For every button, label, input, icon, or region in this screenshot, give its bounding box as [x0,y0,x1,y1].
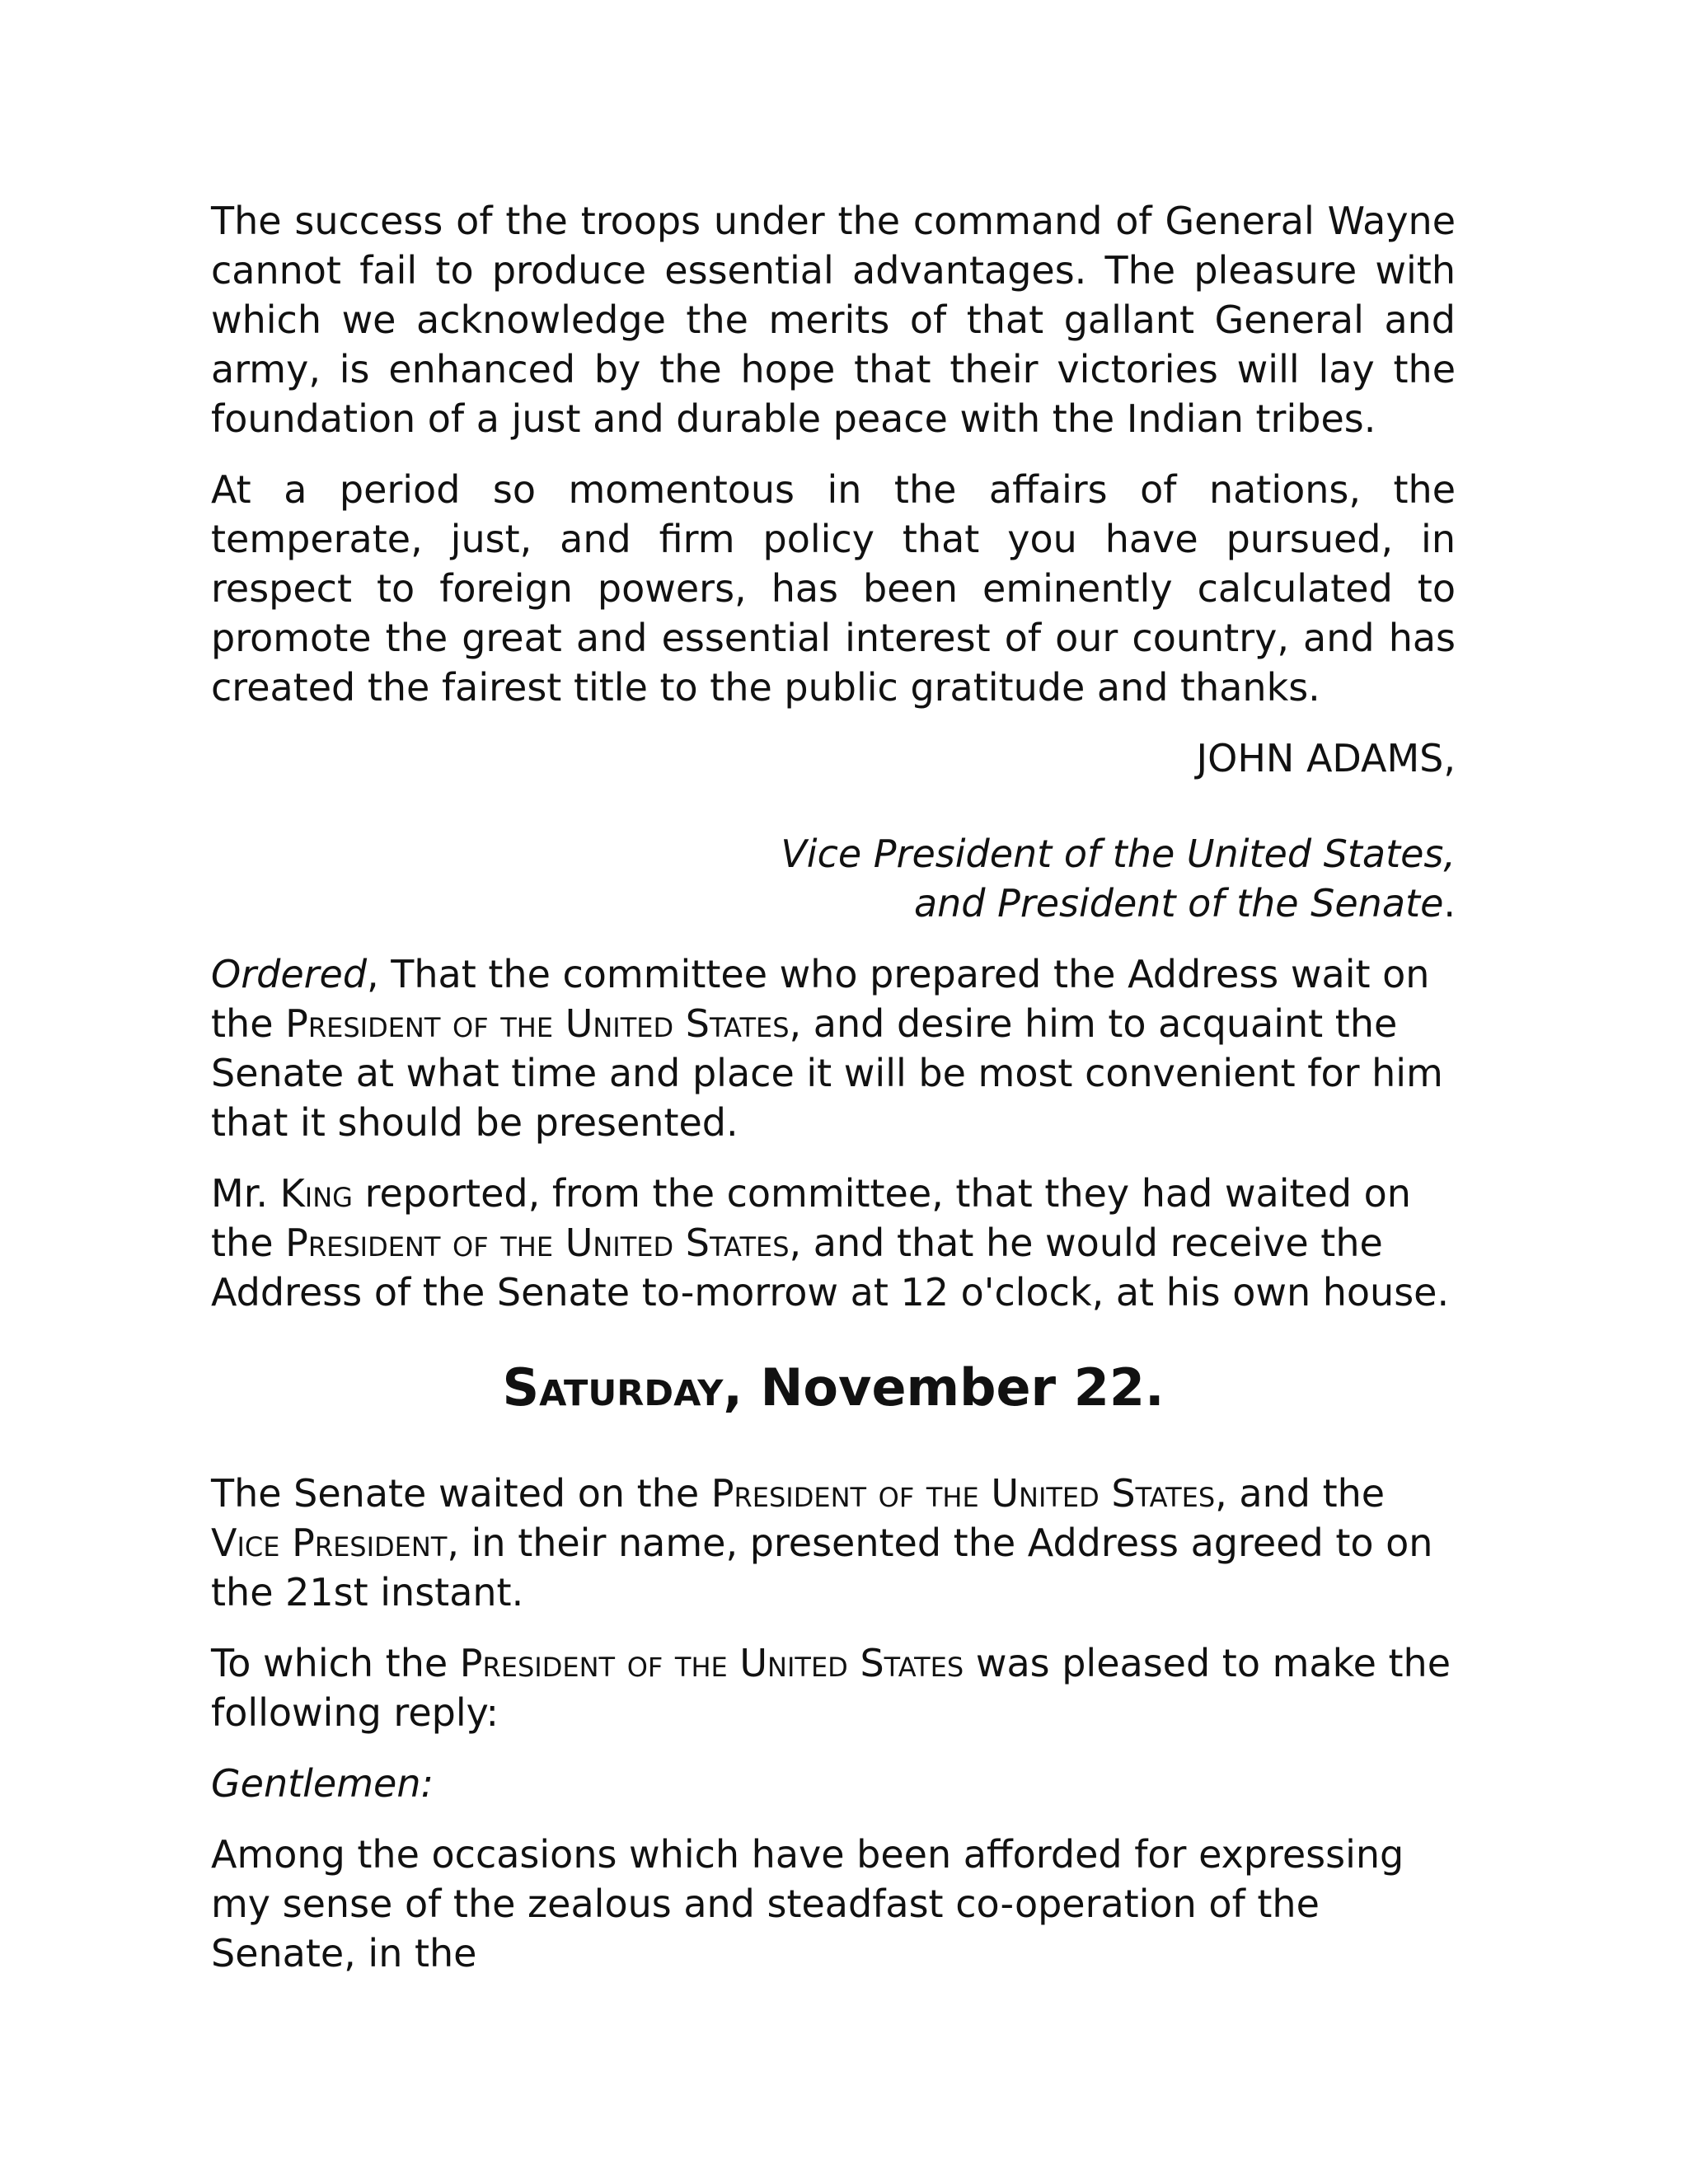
signature-name: JOHN ADAMS, [1196,736,1456,780]
date-heading [211,1355,1456,1421]
document-page [211,196,1456,1999]
ordered-text1: , That the committee who prepared the Address wait on the [211,952,1430,1046]
paragraph-ordered [211,949,1456,1147]
senate-vice-president: Vice President [211,1521,448,1565]
ordered-president: President of the United States [285,1001,790,1046]
signature-title [211,829,1456,928]
signature-title-line1: Vice President of the United States, [781,832,1456,876]
paragraph-king-report [211,1169,1456,1317]
king-name: King [279,1171,353,1216]
king-text3: , and that he would receive the Address of the Senate to-morrow at 12 o'clock, at his own house. [211,1221,1450,1315]
king-text1: Mr. [211,1171,280,1216]
ordered-lead: Ordered [211,952,368,996]
salutation: Gentlemen: [211,1761,434,1806]
senate-text2: , and the [1215,1471,1386,1516]
ordered-text2: , and desire him to acquaint the Senate at what time and place it will be most convenient for him that it should be presented. [211,1001,1443,1145]
senate-president: President of the United States [710,1471,1216,1516]
senate-text1: The Senate waited on the [211,1471,711,1516]
paragraph-senate-waited [211,1469,1456,1617]
paragraph-general-wayne: The success of the troops under the command of General Wayne cannot fail to produce essential advantages. The pleasure with which we acknowledge the merits of that gallant General and army, is enhanced by the hope that their victories will lay the foundation of a just and durable peace with the Indian tribes. [211,199,1456,441]
date-heading-day: Saturday [502,1357,724,1418]
paragraph-reply-intro [211,1638,1456,1737]
senate-text3: , in their name, presented the Address agreed to on the 21st instant. [211,1521,1433,1615]
paragraph-foreign-policy: At a period so momentous in the affairs of nations, the temperate, just, and firm policy that you have pursued, in respect to foreign powers, has been eminently calculated to promote the great and essential interest of our country, and has created the fairest title to the public gratitude and thanks. [211,467,1456,710]
reply-text1: To which the [211,1641,460,1685]
king-president: President of the United States [285,1221,790,1265]
reply-text2: was pleased to make the following reply: [211,1641,1451,1735]
king-text2: reported, from the committee, that they had waited on the [211,1171,1411,1265]
reply-president: President of the United States [459,1641,964,1685]
signature-title-period: . [1443,881,1456,926]
date-heading-rest: , November 22. [723,1357,1165,1418]
signature-title-line2: and President of the Senate [913,881,1444,926]
paragraph-final: Among the occasions which have been afforded for expressing my sense of the zealous and steadfast co-operation of the Senate, in the [211,1832,1404,1975]
